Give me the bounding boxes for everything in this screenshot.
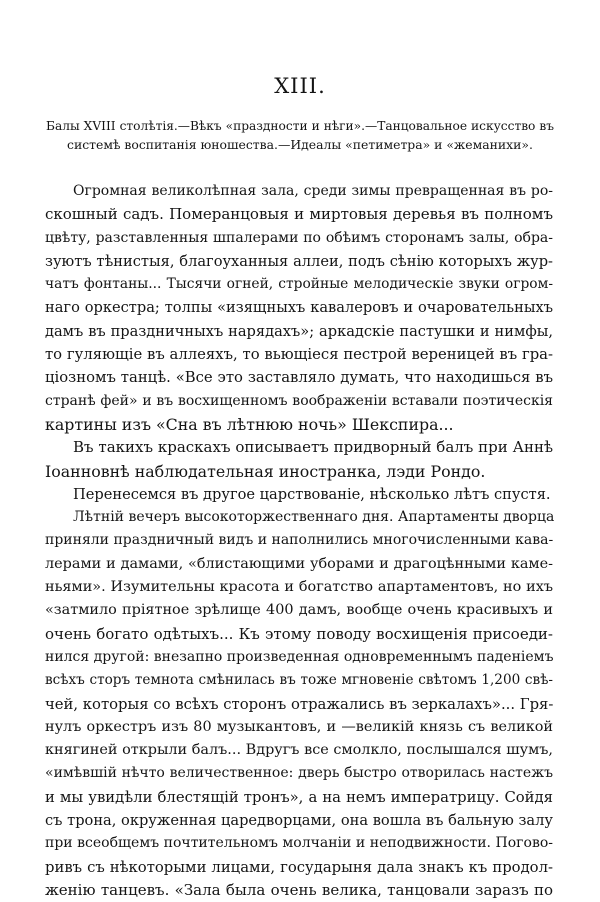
text-line: лерами и дамами, «блистающими уборами и драгоцѣнными камe- (45, 555, 553, 572)
text-line: Лѣтній вечеръ высокоторжественнаго дня. Апартаменты дворца (73, 509, 555, 526)
summary-line: Балы XVIII столѣтія.—Вѣкъ «праздности и нѣги».—Танцовальное искусство въ (46, 119, 554, 133)
text-line: чей, которыя со всѣхъ сторонъ отражались въ зеркалахъ»... Гря- (45, 695, 554, 713)
text-line: всѣхъ сторъ темнота смѣнилась въ тоже мгновеніе свѣтомъ 1,200 свѣ- (45, 672, 553, 689)
text-line: нулъ оркестръ изъ 80 музыкантовъ, и —великій князь съ великой (45, 718, 553, 735)
text-line: ривъ съ нѣкоторыми лицами, государыня дала знакъ къ продол- (45, 858, 553, 876)
text-line: скошный садъ. Померанцовыя и миртовыя деревья въ полномъ (45, 205, 553, 224)
text-line: цвѣту, разставленныя шпалерами по обѣимъ сторонамъ залы, обра- (45, 229, 553, 246)
chapter-number: XIII. (274, 74, 326, 98)
text-line: «затмило пріятное зрѣлище 400 дамъ, вообще очень красивыхъ и (45, 602, 553, 619)
text-line: то гуляющіе въ аллеяхъ, то вьющіеся пестрой вереницей въ гра- (45, 346, 553, 364)
text-line: странѣ фей» и въ восхищенномъ воображеніи вставали поэтическія (45, 392, 553, 409)
text-line: чатъ фонтаны... Тысячи огней, стройные мелодическіе звуки огром- (45, 276, 553, 293)
text-line: Перенесемся въ другое царствованіе, нѣсколько лѣтъ спустя. (73, 485, 551, 503)
text-line: Огромная великолѣпная зала, среди зимы превращенная въ ро- (73, 183, 553, 199)
text-line: съ трона, окруженная царедворцами, она вошла въ бальную залу (45, 812, 553, 830)
summary-line: системѣ воспитанія юношества.—Идеалы «петиметра» и «жеманихи». (67, 136, 533, 152)
text-line: женію танцевъ. «Зала была очень велика, танцовали заразъ по (45, 880, 553, 899)
text-line: ньями». Изумительны красота и богатство апартаментовъ, но ихъ (45, 579, 553, 596)
text-line: наго оркестра; толпы «изящныхъ кавалеровъ и очаровательныхъ (45, 299, 553, 317)
text-line: дамъ въ праздничныхъ нарядахъ»; аркадскіе пастушки и нимфы, (45, 322, 553, 340)
text-line: ціозномъ танцѣ. «Все это заставляло думать, что находишься въ (45, 369, 553, 387)
text-line: при всеобщемъ почтительномъ молчаніи и неподвижности. Погово- (45, 835, 553, 852)
text-line: зуютъ тѣнистыя, благоуханныя аллеи, подъ сѣнію которыхъ жур- (45, 252, 553, 270)
text-line: Іоанновнѣ наблюдательная иностранка, лэди Рондо. (45, 461, 486, 481)
chapter-text (45, 180, 553, 902)
text-line: очень богато одѣтыхъ... Къ этому поводу восхищенія присоеди- (45, 624, 553, 643)
text-line: «имѣвшій нѣчто величественное: дверь быстро отворилась настежъ (45, 765, 553, 782)
chapter-summary (46, 117, 554, 154)
text-line: приняли праздничный видъ и наполнились многочисленными кава- (45, 532, 554, 549)
text-line: нился другой: внезапно произведенная одновременнымъ паденіемъ (45, 648, 554, 665)
text-line: и мы увидѣли блестящій тронъ», а на немъ императрицу. Сойдя (45, 788, 553, 806)
text-line: княгиней открыли балъ... Вдругъ все смолкло, послышался шумъ, (45, 742, 553, 759)
text-line: Въ такихъ краскахъ описываетъ придворный балъ при Аннѣ (73, 438, 553, 457)
text-line: картины изъ «Сна въ лѣтнюю ночь» Шекспира... (45, 414, 454, 434)
